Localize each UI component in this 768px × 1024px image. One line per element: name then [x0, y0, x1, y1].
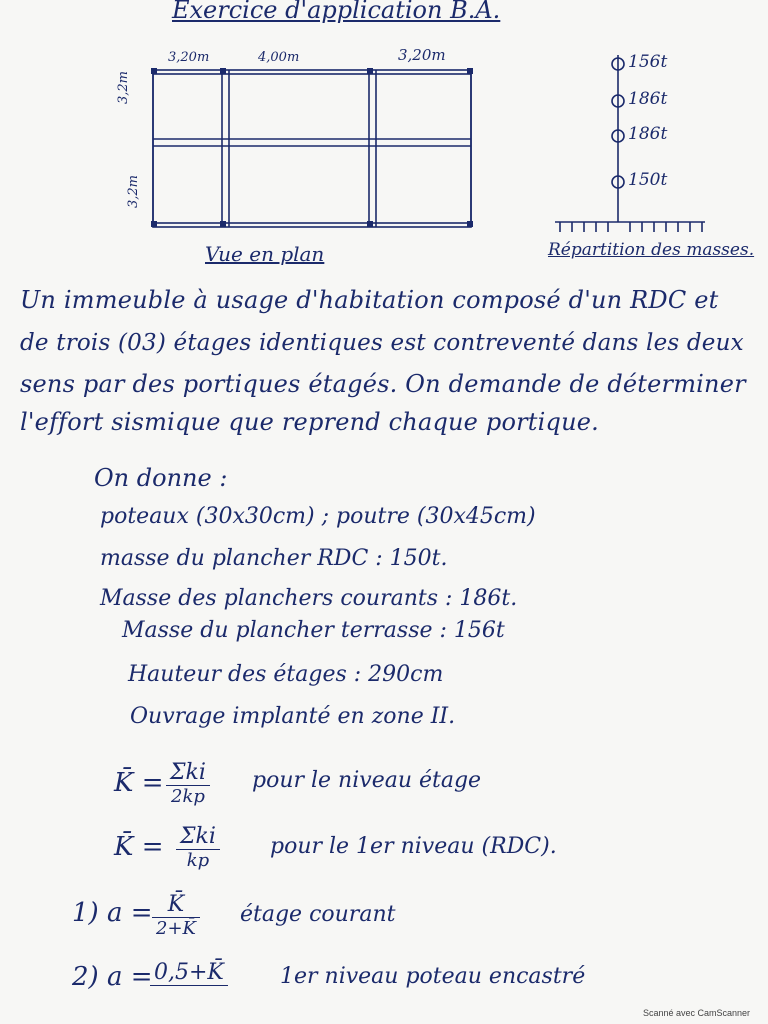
given-item-mass-current: Masse des planchers courants : 186t.	[100, 586, 518, 611]
dim-left-top: 3,2m	[116, 70, 131, 104]
formula-2-denominator: kp	[186, 850, 210, 871]
formula-4-lhs: 2) a =	[72, 962, 153, 992]
scanner-watermark: Scanné avec CamScanner	[642, 1008, 750, 1018]
given-item-zone: Ouvrage implanté en zone II.	[130, 704, 456, 729]
formula-3-fraction	[152, 892, 200, 939]
given-item-height: Hauteur des étages : 290cm	[128, 662, 444, 687]
exercise-title: Exercice d'application B.A.	[172, 0, 501, 24]
paragraph-line-1: Un immeuble à usage d'habitation composé d'un RDC et	[20, 286, 719, 314]
paragraph-line-4: l'effort sismique que reprend chaque portique.	[20, 408, 599, 436]
formula-1-fraction	[166, 760, 210, 807]
formula-2-fraction	[176, 824, 220, 871]
formula-3-numerator: K̄	[152, 892, 200, 918]
given-item-mass-terrace: Masse du plancher terrasse : 156t	[122, 618, 505, 643]
formula-4-numerator: 0,5+K̄	[150, 960, 228, 986]
formula-1-lhs: K̄ =	[114, 768, 164, 798]
dim-top-left: 3,20m	[168, 50, 210, 65]
formula-1-text: pour le niveau étage	[252, 768, 482, 793]
plan-caption: Vue en plan	[205, 242, 325, 266]
mass-label-floor-2: 186t	[628, 124, 668, 144]
formula-2-text: pour le 1er niveau (RDC).	[270, 834, 557, 859]
mass-label-rdc: 150t	[628, 170, 668, 190]
masses-caption: Répartition des masses.	[548, 240, 755, 260]
dim-left-bottom: 3,2m	[126, 174, 141, 208]
formula-1-numerator: Σki	[166, 760, 210, 786]
mass-label-terrace: 156t	[628, 52, 668, 72]
formula-2-numerator: Σki	[176, 824, 220, 850]
paragraph-line-2: de trois (03) étages identiques est contreventé dans les deux	[20, 330, 744, 356]
formula-3-lhs: 1) a =	[72, 898, 153, 928]
dim-top-right: 3,20m	[398, 46, 446, 64]
given-heading: On donne :	[94, 464, 228, 492]
dim-top-middle: 4,00m	[258, 50, 300, 65]
formula-4-fraction	[150, 960, 228, 986]
paragraph-line-3: sens par des portiques étagés. On demande de déterminer	[20, 370, 746, 398]
formula-2-lhs: K̄ =	[114, 832, 164, 862]
given-item-sections: poteaux (30x30cm) ; poutre (30x45cm)	[100, 504, 536, 529]
mass-label-floor-3: 186t	[628, 89, 668, 109]
formula-4-text: 1er niveau poteau encastré	[280, 964, 586, 989]
formula-1-denominator: 2kp	[171, 786, 205, 807]
formula-3-text: étage courant	[240, 902, 396, 927]
given-item-mass-rdc: masse du plancher RDC : 150t.	[100, 546, 448, 571]
formula-3-denominator: 2+K̄	[156, 918, 196, 939]
